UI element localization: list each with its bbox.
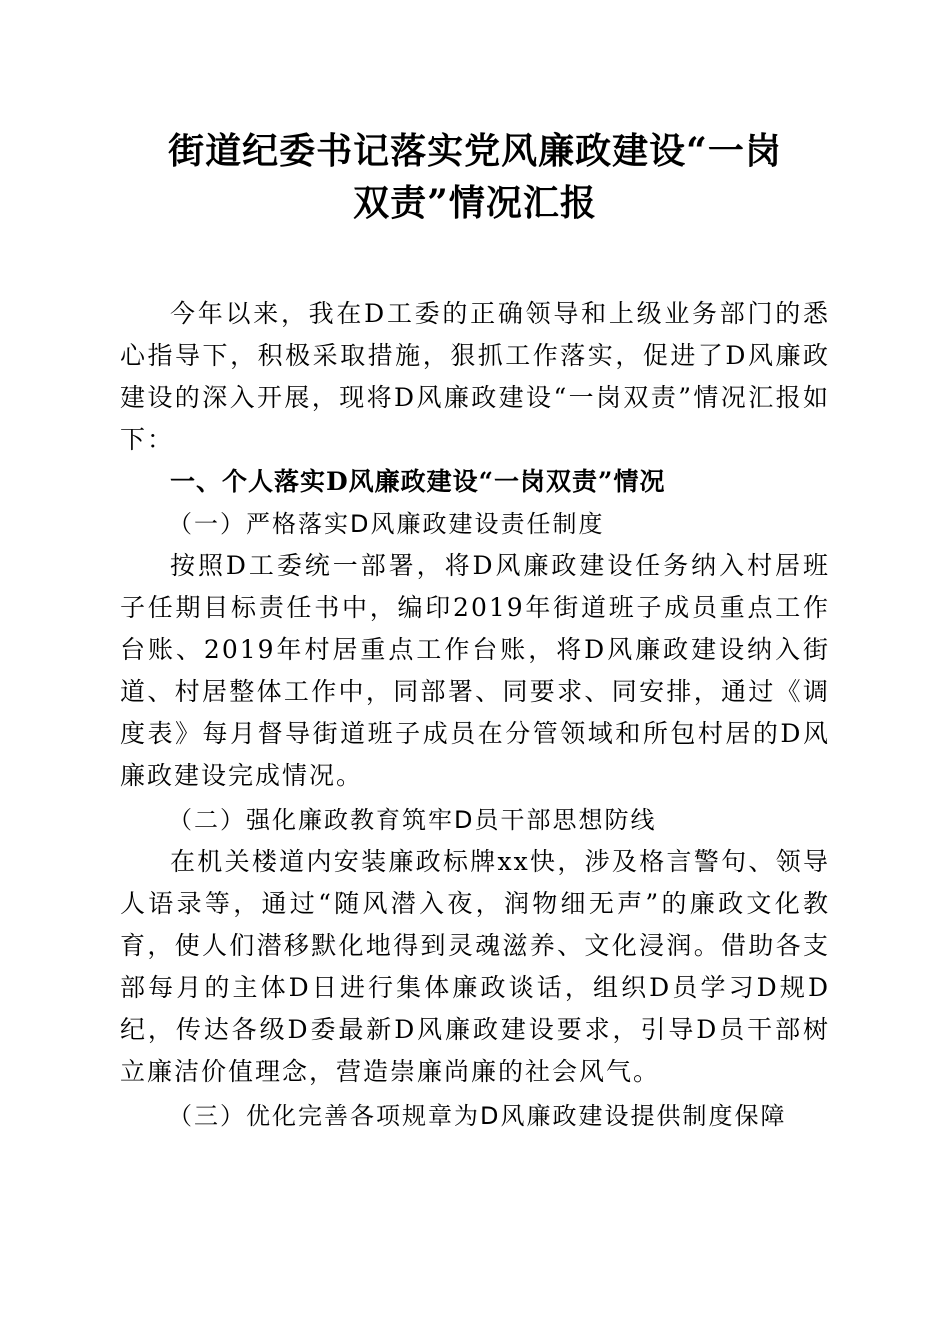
- subsection-2-paragraph: 在机关楼道内安装廉政标牌xx快，涉及格言警句、领导人语录等，通过“随风潜入夜，润物细无声”的廉政文化教育，使人们潜移默化地得到灵魂滋养、文化浸润。借助各支部每月的主体D日进行集体廉政谈话，组织D员学习D规D纪，传达各级D委最新D风廉政建设要求，引导D员干部树立廉洁价值理念，营造崇廉尚廉的社会风气。: [120, 847, 830, 1086]
- document-body: [120, 293, 830, 1137]
- subsection-2-heading: （二）强化廉政教育筑牢D员干部思想防线: [168, 806, 657, 834]
- document-title: 街道纪委书记落实党风廉政建设“一岗双责”情况汇报: [168, 130, 782, 224]
- intro-paragraph: 今年以来，我在D工委的正确领导和上级业务部门的悉心指导下，积极采取措施，狠抓工作落实，促进了D风廉政建设的深入开展，现将D风廉政建设“一岗双责”情况汇报如下：: [120, 299, 830, 454]
- section-1-heading: 一、个人落实D风廉政建设“一岗双责”情况: [170, 467, 666, 496]
- subsection-1-paragraph: 按照D工委统一部署，将D风廉政建设任务纳入村居班子任期目标责任书中，编印2019年街道班子成员重点工作台账、2019年村居重点工作台账，将D风廉政建设纳入街道、村居整体工作中，同部署、同要求、同安排，通过《调度表》每月督导街道班子成员在分管领域和所包村居的D风廉政建设完成情况。: [120, 551, 830, 790]
- subsection-3-heading: （三）优化完善各项规章为D风廉政建设提供制度保障: [168, 1102, 787, 1130]
- subsection-1-heading: （一）严格落实D风廉政建设责任制度: [168, 510, 605, 538]
